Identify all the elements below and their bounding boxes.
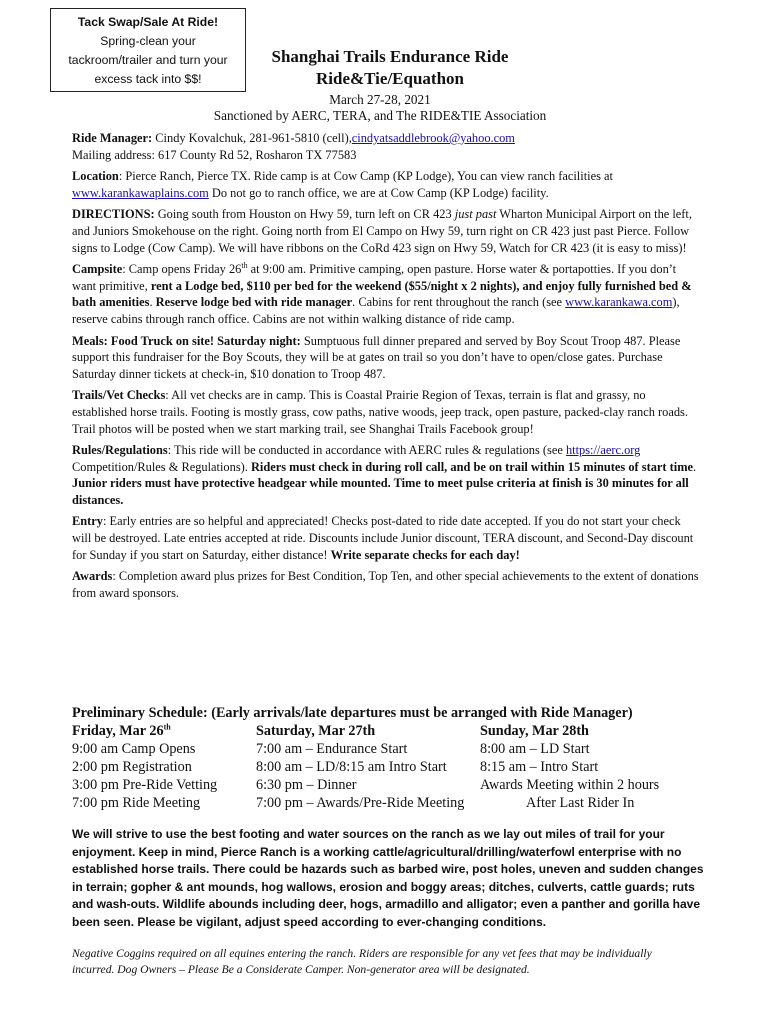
entry-text: : Early entries are so helpful and appreciated! Checks post-dated to ride date accepted. If you do not start your check will be destroyed. Late entries accepted at ride. Discounts include Junior discount, TERA discount, and Second-Day discount for Sunday if you start on Saturday, either distance! (72, 514, 694, 562)
manager-email-link[interactable]: cindyatsaddlebrook@yahoo.com (351, 131, 515, 145)
entry-label: Entry (72, 514, 103, 529)
event-date: March 27-28, 2021 (329, 92, 431, 107)
meals-text: Sumptuous full dinner prepared and served by Boy Scout Troop 487. Please support this fundraiser for the Boy Scouts, they will be at gates on trail so you don’t have to open/close gates. Purchase Saturday dinner tickets at check-in, $10 donation to Troop 487. (72, 333, 681, 381)
schedule-item: 8:15 am – Intro Start (480, 759, 599, 775)
title-line: Shanghai Trails Endurance Ride (271, 47, 509, 66)
awards-section (72, 568, 702, 601)
sunday-column (480, 722, 702, 812)
directions-section (72, 206, 702, 256)
awards-label: Awards (72, 569, 113, 584)
campsite-text-4: . Cabins for rent throughout the ranch (see (352, 295, 566, 310)
trails-text: : All vet checks are in camp. This is Coastal Prairie Region of Texas, terrain is flat and grassy, no established horse trails. Footing is mostly grass, cow paths, native woods, jeep track, open pasture, packed-clay ranch roads. Trail photos will be posted when we start marking trail, see Shanghai Trails Facebook group! (72, 388, 688, 436)
location-text-2: Do not go to ranch office, we are at Cow Camp (KP Lodge) facility. (208, 185, 549, 200)
tack-swap-line: excess tack into $$! (94, 72, 202, 86)
location-text: : Pierce Ranch, Pierce TX. Ride camp is at Cow Camp (KP Lodge), You can view ranch facilities at (118, 169, 613, 184)
friday-heading-text: Friday, Mar 26 (72, 723, 164, 739)
page-title (240, 46, 540, 90)
saturday-heading: Saturday, Mar 27th (256, 723, 376, 739)
preliminary-schedule (72, 704, 702, 812)
entry-bold-note: Write separate checks for each day! (330, 547, 520, 562)
sunday-heading: Sunday, Mar 28th (480, 723, 589, 739)
directions-italic: just past (454, 207, 497, 222)
friday-column (72, 722, 256, 812)
rules-text-2: Competition/Rules & Regulations). (72, 459, 251, 474)
rules-text-3: . (693, 459, 697, 474)
title-line: Ride&Tie/Equathon (315, 69, 464, 88)
lodge-bed-offer: rent a Lodge bed, $110 per bed for the weekend ($55/night x 2 nights), and enjoy fully furnished bed & bath amenities (72, 278, 692, 310)
entry-section (72, 513, 702, 563)
schedule-heading: Preliminary Schedule: (Early arrivals/late departures must be arranged with Ride Manager) (72, 705, 633, 721)
rules-label: Rules/Regulations (72, 443, 168, 458)
campsite-sup: th (241, 261, 248, 271)
manager-section (72, 130, 702, 163)
rules-section (72, 442, 702, 508)
directions-text: Going south from Houston on Hwy 59, turn left on CR 423 (154, 207, 455, 222)
campsite-text-2: at 9:00 am. Primitive camping, open pasture. Horse water & portapotties. If you don’t want primitive, (72, 262, 677, 293)
manager-text: Cindy Kovalchuk, 281-961-5810 (cell), (155, 131, 352, 145)
directions-label: DIRECTIONS: (72, 207, 155, 222)
document-body (72, 130, 702, 606)
junior-rule: Junior riders must have protective headgear while mounted. Time to meet pulse criteria at finish is 30 minutes for all distances. (72, 476, 689, 507)
schedule-item: 2:00 pm Registration (72, 759, 192, 775)
tack-swap-heading: Tack Swap/Sale At Ride! (77, 15, 219, 29)
trails-label: Trails/Vet Checks (72, 388, 166, 403)
footer-note: Negative Coggins required on all equines entering the ranch. Riders are responsible for any vet fees that may be individually incurred. Dog Owners – Please Be a Considerate Camper. Non-generator area will be designated. (72, 947, 652, 976)
directions-text-2: Wharton Municipal Airport on the left, and Juniors Smokehouse on the right. Going north from El Campo on Hwy 59, turn right on CR 423 just past Pierce. Follow signs to Lodge (Cow Camp). We will have ribbons on the CoRd 423 sign on Hwy 59, Watch for CR 423 (it is easy to miss)! (72, 207, 692, 255)
schedule-item: 8:00 am – LD Start (480, 741, 590, 757)
rules-text: : This ride will be conducted in accordance with AERC rules & regulations (see (167, 443, 566, 458)
schedule-item: 7:00 pm – Awards/Pre-Ride Meeting (256, 795, 465, 811)
schedule-item: Awards Meeting within 2 hours (480, 777, 660, 793)
sanction-text: Sanctioned by AERC, TERA, and The RIDE&TIE Association (213, 108, 547, 123)
mailing-address: Mailing address: 617 County Rd 52, Rosharon TX 77583 (72, 147, 357, 162)
schedule-item: 7:00 pm Ride Meeting (72, 795, 201, 811)
campsite-section (72, 261, 702, 327)
schedule-item: 6:30 pm – Dinner (256, 777, 357, 793)
karankawaplains-link[interactable]: www.karankawaplains.com (72, 185, 209, 200)
schedule-item: 7:00 am – Endurance Start (256, 741, 408, 757)
schedule-item: After Last Rider In (526, 795, 635, 811)
campsite-text-5: ), reserve cabins through ranch office. Cabins are not within walking distance of ride camp. (72, 295, 680, 326)
manager-label: Ride Manager: (72, 131, 153, 145)
schedule-item: 9:00 am Camp Opens (72, 741, 196, 757)
tack-swap-box (50, 8, 246, 92)
friday-heading-sup: th (163, 722, 171, 732)
aerc-link[interactable]: https://aerc.org (565, 443, 641, 458)
campsite-text-3: . (149, 295, 156, 310)
schedule-item: 3:00 pm Pre-Ride Vetting (72, 777, 218, 793)
location-label: Location (72, 169, 119, 184)
schedule-item: 8:00 am – LD/8:15 am Intro Start (256, 759, 447, 775)
saturday-column (256, 722, 480, 812)
tack-swap-line: Spring-clean your (100, 34, 196, 48)
meals-label: Meals: Food Truck on site! Saturday night: (72, 333, 301, 348)
schedule-columns (72, 722, 702, 812)
karankawa-link[interactable]: www.karankawa.com (565, 295, 673, 310)
location-section (72, 168, 702, 201)
check-in-rule: Riders must check in during roll call, and be on trail within 15 minutes of start time (250, 459, 694, 474)
reserve-lodge-note: Reserve lodge bed with ride manager (155, 295, 353, 310)
tack-swap-line: tackroom/trailer and turn your (68, 53, 228, 67)
campsite-text: : Camp opens Friday 26 (122, 262, 242, 277)
awards-text: : Completion award plus prizes for Best Condition, Top Ten, and other special achievements to the extent of donations from award sponsors. (72, 569, 699, 600)
friday-heading (72, 722, 256, 740)
trails-section (72, 387, 702, 437)
trail-hazards-note: We will strive to use the best footing and water sources on the ranch as we lay out miles of trail for your enjoyment. Keep in mind, Pierce Ranch is a working cattle/agricultural/drilling/waterfowl enterprise with no established horse trails. There could be hazards such as barbed wire, post holes, uneven and sudden changes in terrain; gopher & ant mounds, hog wallows, erosion and boggy areas; ditches, culverts, cattle guards; ruts and wash-outs. Wildlife abounds including deer, hogs, armadillo and alligator; even a panther and gorilla have been seen. Please be vigilant, adjust speed according to ever-changing conditions. (72, 827, 704, 929)
campsite-label: Campsite (72, 262, 123, 277)
meals-section (72, 333, 702, 383)
event-subtitle (160, 92, 600, 124)
